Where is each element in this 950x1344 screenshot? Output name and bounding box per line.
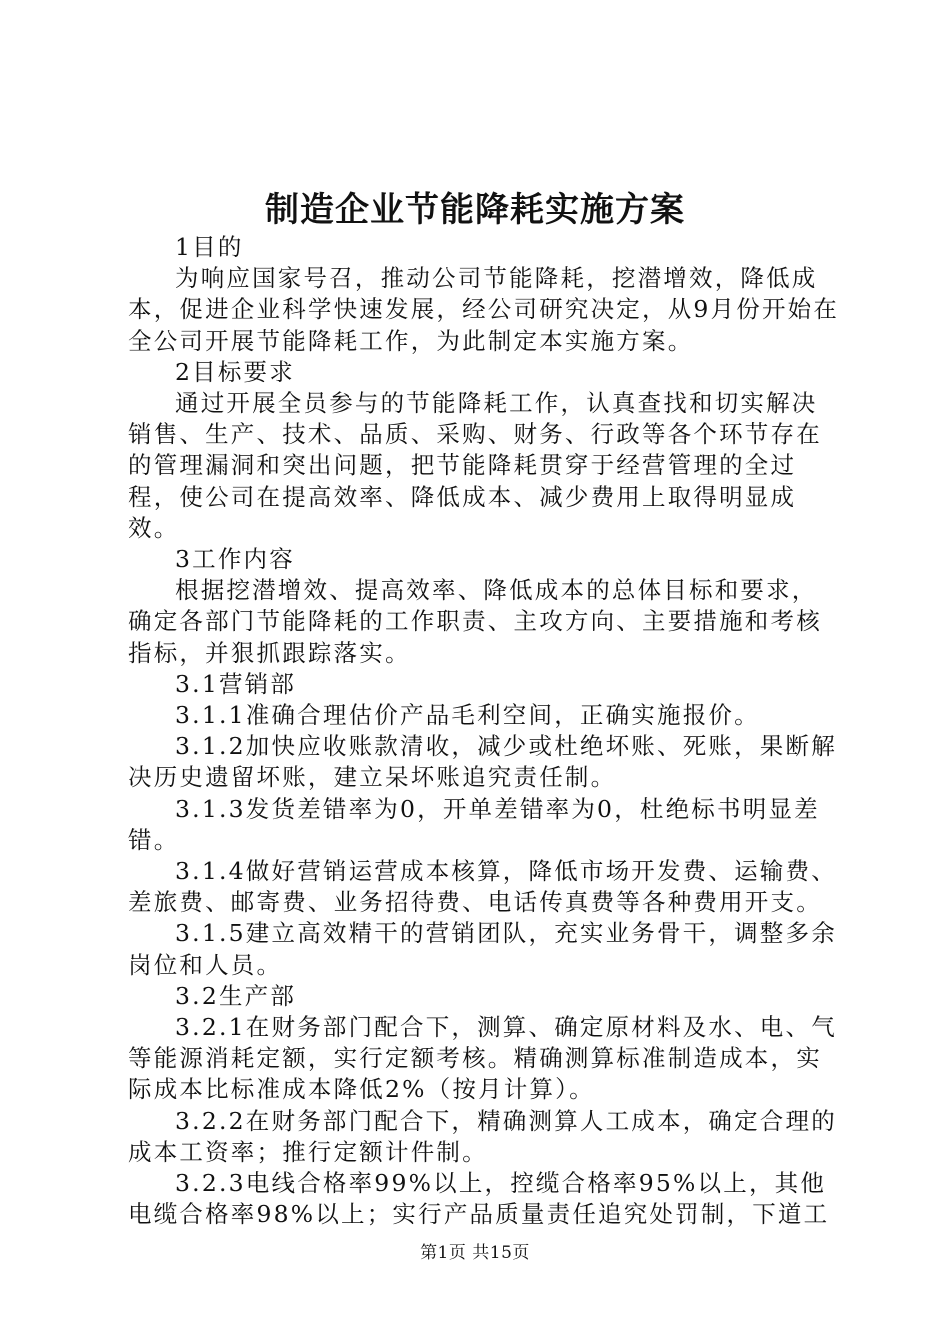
paragraph: 通过开展全员参与的节能降耗工作，认真查找和切实解决销售、生产、技术、品质、采购、财务、行政等各个环节存在的管理漏洞和突出问题，把节能降耗贯穿于经营管理的全过程，使公司在提高效率、降低成本、减少费用上取得明显成效。 xyxy=(128,389,822,542)
section-heading: 2目标要求 xyxy=(175,357,295,386)
page-footer: 第1页 共15页 xyxy=(420,1243,530,1263)
subsection-heading: 3.2生产部 xyxy=(175,981,297,1010)
section-heading: 1目的 xyxy=(175,233,244,261)
document-title: 制造企业节能降耗实施方案 xyxy=(265,190,685,230)
subsection-heading: 3.1营销部 xyxy=(175,669,297,698)
paragraph: 3.2.3电线合格率99%以上，控缆合格率95%以上，其他电缆合格率98%以上；实行产品质量责任追究处罚制，下道工 xyxy=(128,1169,830,1229)
paragraph: 3.1.4做好营销运营成本核算，降低市场开发费、运输费、差旅费、邮寄费、业务招待费、电话传真费等各种费用开支。 xyxy=(128,857,837,917)
section-heading: 3工作内容 xyxy=(175,545,295,574)
paragraph: 3.1.5建立高效精干的营销团队，充实业务骨干，调整多余岗位和人员。 xyxy=(128,919,837,979)
paragraph: 3.1.2加快应收账款清收，减少或杜绝坏账、死账，果断解决历史遗留坏账，建立呆坏账追究责任制。 xyxy=(128,732,837,792)
paragraph: 3.2.2在财务部门配合下，精确测算人工成本，确定合理的成本工资率；推行定额计件制。 xyxy=(128,1106,837,1166)
paragraph: 3.1.3发货差错率为0，开单差错率为0，杜绝标书明显差错。 xyxy=(128,794,820,854)
paragraph: 根据挖潜增效、提高效率、降低成本的总体目标和要求，确定各部门节能降耗的工作职责、主攻方向、主要措施和考核指标，并狠抓跟踪落实。 xyxy=(128,576,822,667)
paragraph: 3.2.1在财务部门配合下，测算、确定原材料及水、电、气等能源消耗定额，实行定额考核。精确测算标准制造成本，实际成本比标准成本降低2%（按月计算）。 xyxy=(128,1013,837,1104)
paragraph: 为响应国家号召，推动公司节能降耗，挖潜增效，降低成本，促进企业科学快速发展，经公司研究决定，从9月份开始在全公司开展节能降耗工作，为此制定本实施方案。 xyxy=(128,264,840,355)
paragraph: 3.1.1准确合理估价产品毛利空间，正确实施报价。 xyxy=(175,701,760,730)
document-body xyxy=(128,232,840,1231)
